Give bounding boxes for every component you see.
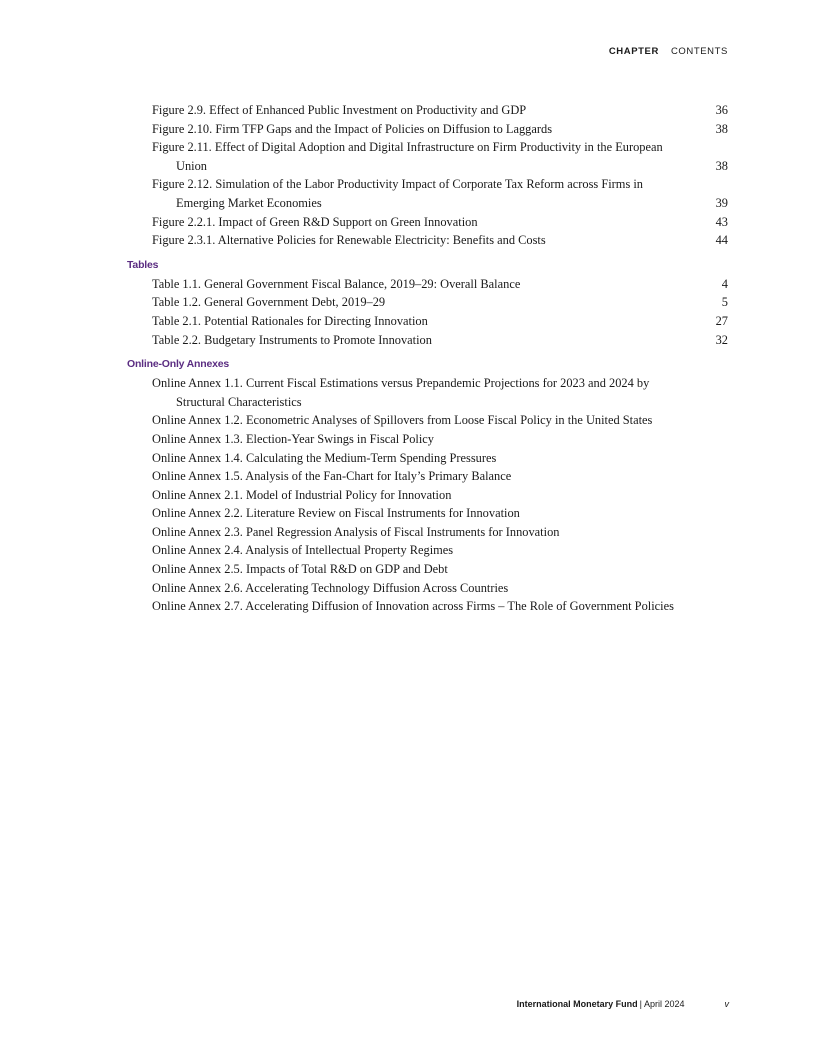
annexes-heading: Online-Only Annexes [127,358,229,371]
entry-page: 39 [715,195,728,210]
toc-entry-annex[interactable] [127,523,728,542]
toc-entry-figure[interactable] [127,120,728,139]
entry-page: 32 [715,332,728,347]
toc-entry-annex[interactable] [127,449,728,468]
toc-entry-annex[interactable] [127,597,728,616]
toc-entry-annex[interactable] [127,504,728,523]
entry-title: Online Annex 1.2. Econometric Analyses of Spillovers from Loose Fiscal Policy in the United States [152,413,653,428]
entry-title: Table 1.2. General Government Debt, 2019–29 [152,295,386,310]
entry-page: 4 [721,276,728,291]
footer-separator: | [639,999,642,1009]
table-of-contents [127,101,728,616]
tables-heading: Tables [127,258,159,271]
footer-org: International Monetary Fund [516,999,638,1009]
toc-entry-table[interactable] [127,331,728,350]
toc-entry-figure[interactable] [127,213,728,232]
entry-page: 44 [715,233,728,248]
toc-entry-figure[interactable] [127,138,728,175]
page-footer [517,999,729,1009]
toc-entry-figure[interactable] [127,175,728,212]
toc-entry-figure[interactable] [127,231,728,250]
entry-title: Table 2.2. Budgetary Instruments to Promote Innovation [152,332,432,347]
entry-page: 5 [721,295,728,310]
toc-entry-annex[interactable] [127,541,728,560]
annexes-list [127,374,728,616]
entry-title: Table 2.1. Potential Rationales for Directing Innovation [152,313,428,328]
entry-page: 43 [715,214,728,229]
header-chapter-label: CHAPTER [608,46,659,57]
entry-title: Online Annex 2.1. Model of Industrial Policy for Innovation [152,487,452,502]
footer-date: April 2024 [643,999,685,1009]
toc-entry-figure[interactable] [127,101,728,120]
entry-title: Figure 2.11. Effect of Digital Adoption and Digital Infrastructure on Firm Productivity in the European Union [152,140,663,173]
toc-entry-table[interactable] [127,312,728,331]
entry-title: Online Annex 2.3. Panel Regression Analysis of Fiscal Instruments for Innovation [152,524,560,539]
entry-title: Online Annex 2.2. Literature Review on Fiscal Instruments for Innovation [152,506,520,521]
toc-entry-annex[interactable] [127,411,728,430]
entry-title: Online Annex 1.5. Analysis of the Fan-Chart for Italy’s Primary Balance [152,469,512,484]
entry-title: Online Annex 1.3. Election-Year Swings in Fiscal Policy [152,431,434,446]
tables-list [127,275,728,349]
entry-title: Online Annex 2.7. Accelerating Diffusion of Innovation across Firms – The Role of Government Policies [152,599,674,614]
entry-page: 27 [715,313,728,328]
entry-title: Table 1.1. General Government Fiscal Balance, 2019–29: Overall Balance [152,276,521,291]
entry-title: Online Annex 2.4. Analysis of Intellectual Property Regimes [152,543,454,558]
toc-entry-annex[interactable] [127,430,728,449]
toc-entry-annex[interactable] [127,486,728,505]
entry-page: 38 [715,121,728,136]
entry-title: Online Annex 2.5. Impacts of Total R&D on GDP and Debt [152,562,448,577]
header-section-label: CONTENTS [670,46,728,57]
entry-title: Figure 2.3.1. Alternative Policies for Renewable Electricity: Benefits and Costs [152,233,546,248]
toc-entry-annex[interactable] [127,579,728,598]
toc-entry-annex[interactable] [127,467,728,486]
running-header [609,46,728,57]
entry-page: 38 [715,158,728,173]
toc-entry-table[interactable] [127,293,728,312]
entry-title: Figure 2.2.1. Impact of Green R&D Support on Green Innovation [152,214,478,229]
toc-entry-table[interactable] [127,275,728,294]
toc-entry-annex[interactable] [127,560,728,579]
entry-title: Online Annex 1.1. Current Fiscal Estimations versus Prepandemic Projections for 2023 and 2024 by Structural Characteristics [152,376,650,409]
entry-title: Figure 2.9. Effect of Enhanced Public Investment on Productivity and GDP [152,103,527,117]
page-number: v [724,999,729,1009]
entry-page: 36 [715,103,728,117]
entry-title: Figure 2.10. Firm TFP Gaps and the Impact of Policies on Diffusion to Laggards [152,121,553,136]
entry-title: Online Annex 2.6. Accelerating Technology Diffusion Across Countries [152,580,509,595]
entry-title: Figure 2.12. Simulation of the Labor Productivity Impact of Corporate Tax Reform across Firms in Emerging Market Economies [152,177,644,210]
entry-title: Online Annex 1.4. Calculating the Medium-Term Spending Pressures [152,450,497,465]
figures-list [127,101,728,250]
toc-entry-annex[interactable] [127,374,728,411]
